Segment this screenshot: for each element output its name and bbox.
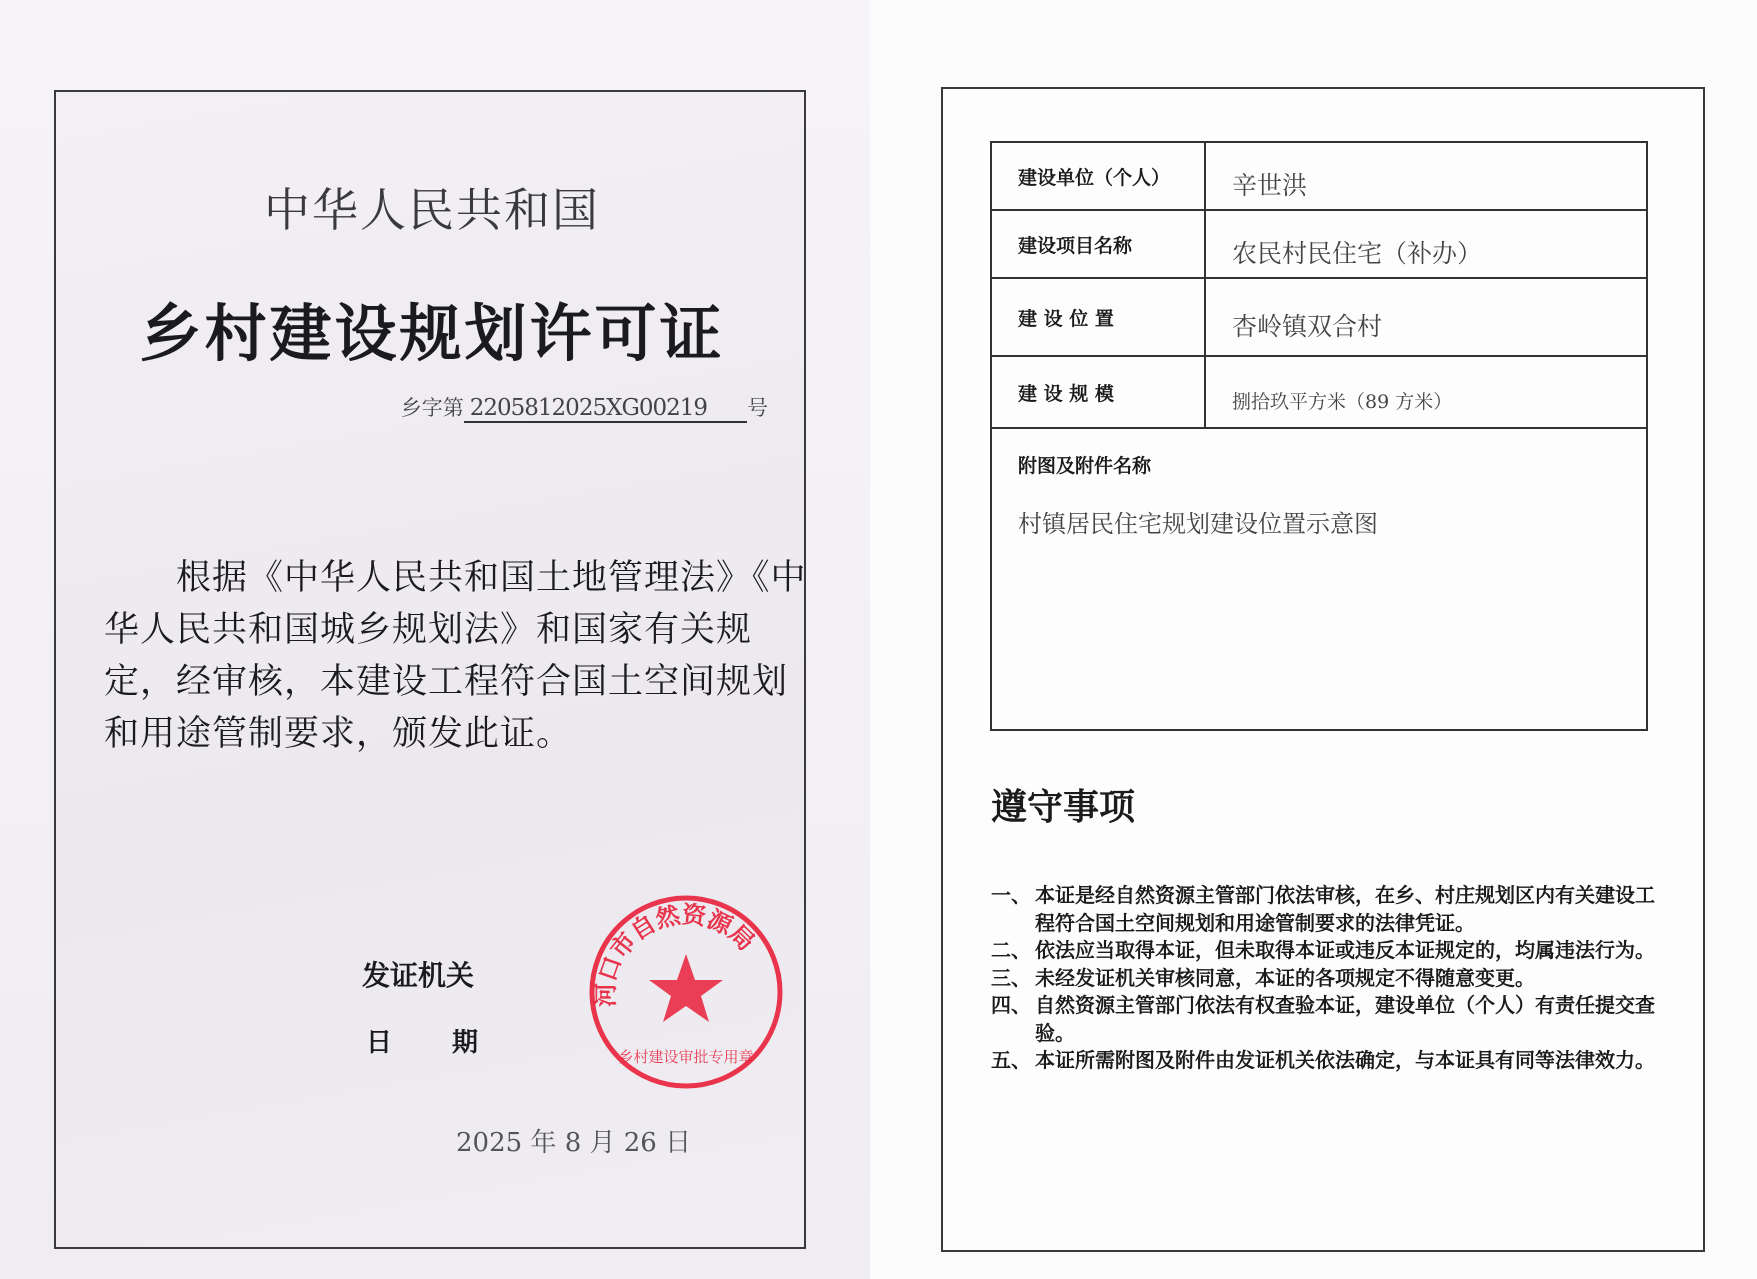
rules-list (991, 882, 1661, 1075)
row-label: 建设单位（个人） (991, 142, 1205, 210)
rules-title: 遵守事项 (991, 787, 1136, 828)
rule-number: 二、 (991, 938, 1031, 962)
rule-text: 本证是经自然资源主管部门依法审核，在乡、村庄规划区内有关建设工程符合国土空间规划和用途管制要求的法律凭证。 (1035, 883, 1655, 935)
permit-statement: 根据《中华人民共和国土地管理法》《中华人民共和国城乡规划法》和国家有关规定，经审核，本建设工程符合国土空间规划和用途管制要求，颁发此证。 (104, 558, 807, 754)
issuer-label: 发证机关 (362, 959, 475, 992)
rule-item (991, 1047, 1661, 1075)
rule-number: 一、 (991, 883, 1031, 907)
issue-date: 2025 年 8 月 26 日 (456, 1128, 692, 1158)
permit-prefix: 乡字第 (400, 396, 464, 420)
rule-text: 未经发证机关审核同意，本证的各项规定不得随意变更。 (1035, 965, 1535, 990)
official-seal-stamp (586, 892, 786, 1092)
attachment-cell (991, 428, 1647, 730)
row-value: 农民村民住宅（补办） (1205, 210, 1647, 278)
rule-text: 本证所需附图及附件由发证机关依法确定，与本证具有同等法律效力。 (1035, 1048, 1655, 1072)
row-label: 建 设 位 置 (991, 278, 1205, 356)
rule-item (991, 965, 1661, 993)
rule-number: 三、 (991, 965, 1031, 990)
permit-number: 2205812025XG00219 (464, 395, 747, 423)
rule-item (991, 992, 1661, 1047)
svg-text:河口市自然资源局: 河口市自然资源局 (591, 900, 761, 1008)
table-row (991, 142, 1647, 210)
permit-front-page (54, 90, 806, 1249)
country-name: 中华人民共和国 (264, 183, 600, 237)
permit-number-line (401, 392, 768, 423)
date-label: 日期 (366, 1028, 539, 1058)
table-row (991, 210, 1647, 278)
attachment-value: 村镇居民住宅规划建设位置示意图 (1018, 510, 1378, 538)
row-value: 辛世洪 (1205, 142, 1647, 210)
row-value: 杏岭镇双合村 (1205, 278, 1647, 356)
rule-item (991, 937, 1661, 965)
permit-back-page (941, 87, 1705, 1252)
rule-number: 五、 (991, 1048, 1031, 1072)
table-row (991, 356, 1647, 428)
rule-text: 依法应当取得本证，但未取得本证或违反本证规定的，均属违法行为。 (1035, 938, 1655, 962)
rule-text: 自然资源主管部门依法有权查验本证，建设单位（个人）有责任提交查验。 (1035, 993, 1655, 1045)
permit-title: 乡村建设规划许可证 (139, 297, 725, 370)
table-row (991, 428, 1647, 730)
permit-details-table (990, 141, 1648, 731)
row-value: 捌拾玖平方米（89 方米） (1205, 356, 1647, 428)
permit-suffix: 号 (747, 396, 768, 420)
rule-item (991, 882, 1661, 937)
row-label: 建设项目名称 (991, 210, 1205, 278)
rule-number: 四、 (991, 993, 1031, 1017)
row-label: 建 设 规 模 (991, 356, 1205, 428)
table-row (991, 278, 1647, 356)
svg-text:乡村建设审批专用章: 乡村建设审批专用章 (618, 1048, 754, 1066)
attachment-label: 附图及附件名称 (1018, 455, 1152, 477)
